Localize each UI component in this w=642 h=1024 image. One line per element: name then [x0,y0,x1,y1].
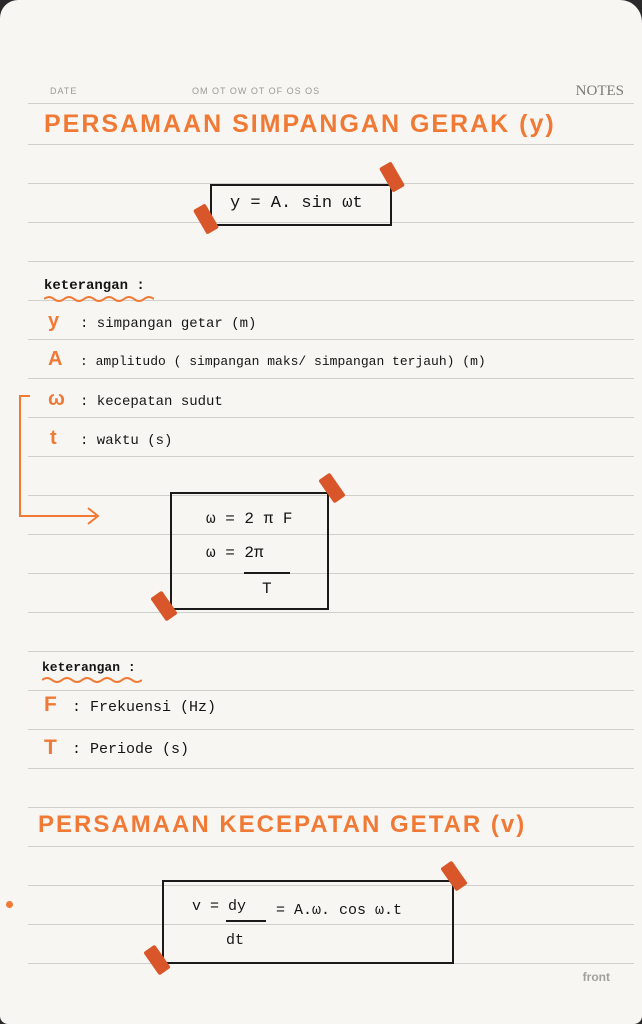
brand-footer: front [582,970,610,984]
orange-arrow [12,392,104,526]
legend-symbol: ω [48,388,65,410]
legend-symbol: t [50,427,57,449]
date-label: DATE [50,86,78,96]
legend-text: : waktu (s) [80,433,173,449]
formula-box-simpangan [210,184,392,226]
legend-text: : amplitudo ( simpangan maks/ simpangan terjauh) (m) [80,354,486,369]
formula-box-velocity [162,880,454,964]
omega-formula-1: ω = 2 π F [206,510,293,528]
legend-title: keterangan : [44,278,145,294]
legend-symbol: T [44,736,57,759]
velocity-formula-den: dt [226,932,245,949]
fraction-bar [244,572,290,574]
velocity-formula-num: v = dy [192,898,247,915]
notes-label: NOTES [575,83,624,99]
date-marks: OM OT OW OT OF OS OS [192,86,321,96]
velocity-formula-rest: = A.ω. cos ω.t [276,902,403,919]
fraction-bar [226,920,266,922]
formula-simpangan: y = A. sin ωt [230,194,363,213]
formula-box-omega [170,492,329,610]
legend-symbol: F [44,693,57,716]
legend-symbol: y [48,310,60,332]
section-title-simpangan: PERSAMAAN SIMPANGAN GERAK (y) [44,110,556,138]
legend-text: : Periode (s) [72,741,190,758]
squiggle-underline [42,676,142,684]
legend-title: keterangan : [42,660,136,675]
legend-symbol: A [48,348,63,370]
orange-dot [6,901,13,908]
squiggle-underline [44,295,154,303]
legend-text: : kecepatan sudut [80,394,223,410]
legend-text: : Frekuensi (Hz) [72,699,217,716]
bleed-through-decoration [40,150,55,204]
omega-formula-2: ω = 2π [206,544,264,562]
section-title-kecepatan: PERSAMAAN KECEPATAN GETAR (v) [38,811,527,838]
legend-text: : simpangan getar (m) [80,316,257,332]
omega-formula-denominator: T [262,580,272,598]
